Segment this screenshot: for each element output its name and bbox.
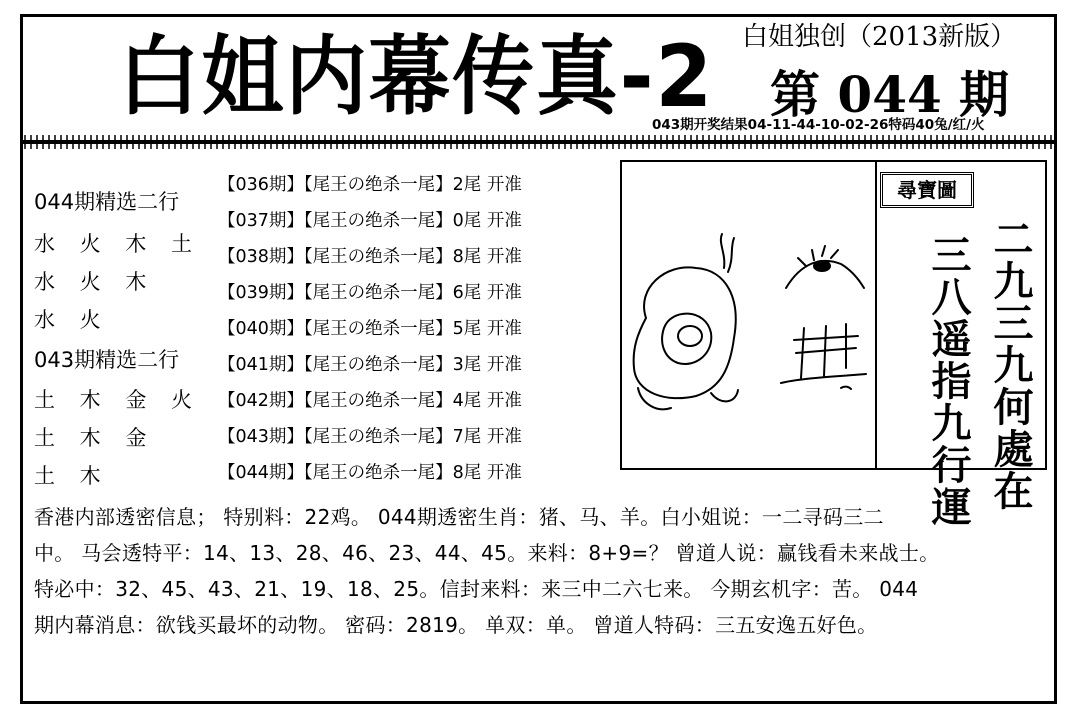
pick-row: 水 火 木 [34,270,147,294]
info-line: 特必中：32、45、43、21、19、18、25。信封来料：来三中二六七来。 今期玄机字：苦。 044 [34,577,919,601]
pick-row: 水 火 [34,308,101,332]
issue-number: 第 044 期 [770,65,1010,124]
pick-row: 水 火 木 土 [34,232,193,256]
pick-row: 土 木 [34,464,101,488]
last-draw-result: 043期开奖结果04-11-44-10-02-26特码40兔/红/火 [652,117,985,133]
box-divider [875,160,877,470]
history-row: 【043期】【尾王の绝杀一尾】7尾 开准 [218,427,522,447]
history-row: 【040期】【尾王の绝杀一尾】5尾 开准 [218,319,522,339]
page-title: 白姐内幕传真-2 [118,27,715,127]
info-line: 香港内部透密信息； 特别料：22鸡。 044期透密生肖：猪、马、羊。白小姐说：一二寻码三二 [34,505,884,529]
sketch-illustration [626,228,871,422]
history-row: 【044期】【尾王の绝杀一尾】8尾 开准 [218,463,522,483]
history-row: 【037期】【尾王の绝杀一尾】0尾 开准 [218,211,522,231]
verse-left: 三八遥指九行運 [925,234,972,528]
treasure-map-badge: 尋寶圖 [880,172,974,208]
history-row: 【042期】【尾王の绝杀一尾】4尾 开准 [218,391,522,411]
pick-row: 土 木 金 火 [34,388,193,412]
brand-label: 白姐独创（2013新版） [742,22,1017,52]
history-row: 【038期】【尾王の绝杀一尾】8尾 开准 [218,247,522,267]
pick-row: 土 木 金 [34,426,147,450]
decorative-rule [23,134,1054,150]
verse-right: 二九三九何處在 [987,218,1034,512]
pick-heading: 043期精选二行 [34,348,180,372]
info-line: 中。 马会透特平：14、13、28、46、23、44、45。来料：8+9=？ 曾道人说：赢钱看未来战士。 [34,541,940,565]
pick-heading: 044期精选二行 [34,190,180,214]
history-row: 【039期】【尾王の绝杀一尾】6尾 开准 [218,283,522,303]
history-row: 【041期】【尾王の绝杀一尾】3尾 开准 [218,355,522,375]
info-line: 期内幕消息：欲钱买最坏的动物。 密码：2819。 单双：单。 曾道人特码：三五安逸五好色。 [34,613,878,637]
history-row: 【036期】【尾王の绝杀一尾】2尾 开准 [218,175,522,195]
